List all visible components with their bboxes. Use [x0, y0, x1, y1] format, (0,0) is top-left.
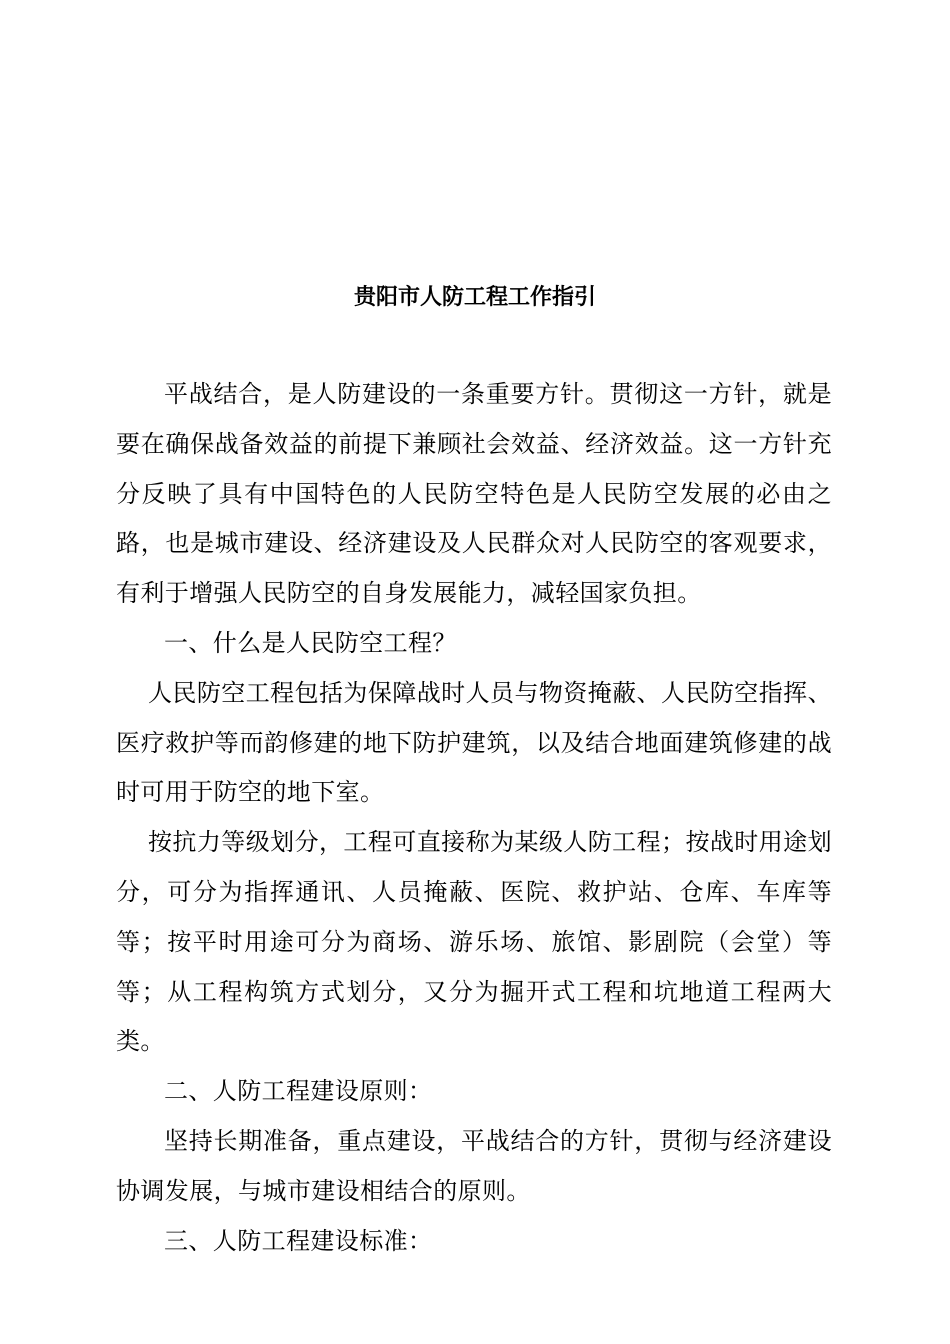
paragraph-classification: 按抗力等级划分，工程可直接称为某级人防工程；按战时用途划分，可分为指挥通讯、人员掩蔽、医院、救护站、仓库、车库等等；按平时用途可分为商场、游乐场、旅馆、影剧院（会堂）等等；从工程构筑方式划分，又分为掘开式工程和坑地道工程两大类。 [116, 828, 832, 1056]
paragraph-definition: 人民防空工程包括为保障战时人员与物资掩蔽、人民防空指挥、医疗救护等而韵修建的地下防护建筑，以及结合地面建筑修建的战时可用于防空的地下室。 [116, 678, 832, 807]
paragraph-principles: 坚持长期准备，重点建设，平战结合的方针，贯彻与经济建设协调发展，与城市建设相结合的原则。 [116, 1126, 832, 1205]
section-heading-1: 一、什么是人民防空工程？ [164, 628, 457, 657]
paragraph-intro: 平战结合，是人防建设的一条重要方针。贯彻这一方针，就是要在确保战备效益的前提下兼顾社会效益、经济效益。这一方针充分反映了具有中国特色的人民防空特色是人民防空发展的必由之路，也是城市建设、经济建设及人民群众对人民防空的客观要求，有利于增强人民防空的自身发展能力，减轻国家负担。 [116, 380, 832, 608]
section-heading-3: 三、人防工程建设标准： [164, 1226, 433, 1255]
section-heading-2: 二、人防工程建设原则： [164, 1077, 433, 1106]
document-body [116, 370, 832, 1266]
document-title: 贵阳市人防工程工作指引 [353, 285, 596, 310]
